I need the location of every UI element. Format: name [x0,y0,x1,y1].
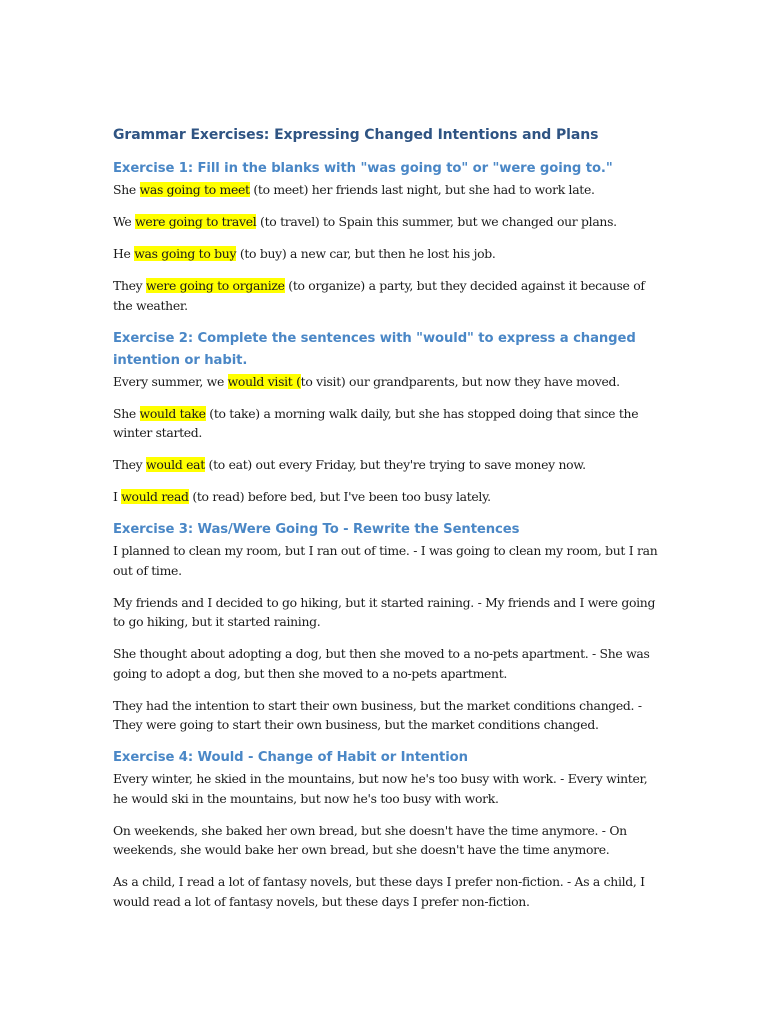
sentence-text: (to meet) her friends last night, but she had to work late. [249,182,595,197]
sentence-text: They [113,457,147,472]
exercise-3-sentence-2: My friends and I decided to go hiking, but it started raining. - My friends and I were going to go hiking, but it started raining. [113,594,656,629]
sentence-text: to visit) our grandparents, but now they have moved. [300,373,620,389]
exercise-1-sentence-4 [113,276,658,315]
highlighted-answer: would read [121,489,189,504]
exercise-3-sentence-4: They had the intention to start their own business, but the market conditions changed. - They were going to start their own business, but the market conditions changed. [113,697,642,732]
highlighted-answer: would eat [146,457,205,472]
exercise-1-sentence-3 [113,244,658,264]
exercise-4-sentence-3: As a child, I read a lot of fantasy novels, but these days I prefer non-fiction. - As a child, I would read a lot of fantasy novels, but these days I prefer non-fiction. [113,874,645,909]
exercise-2-heading: Exercise 2: Complete the sentences with "would" to express a changed intention or habit. [113,330,636,368]
exercise-1-sentence-1 [113,180,658,200]
document-title: Grammar Exercises: Expressing Changed Intentions and Plans [113,127,599,143]
sentence-text: They [113,278,147,293]
exercise-3-sentence-1: I planned to clean my room, but I ran out of time. - I was going to clean my room, but I ran out of time. [113,543,658,578]
sentence-text: He [113,246,135,261]
sentence-text: (to take) a morning walk daily, but she has stopped doing that since the winter started. [113,405,639,440]
sentence-text: She [113,182,140,197]
sentence-text: (to buy) a new car, but then he lost his job. [236,246,496,261]
sentence-text: I [113,489,122,504]
sentence-text: (to eat) out every Friday, but they're trying to save money now. [204,457,586,472]
exercise-4-sentence-2: On weekends, she baked her own bread, but she doesn't have the time anymore. - On weekends, she would bake her own bread, but she doesn't have the time anymore. [113,822,627,857]
sentence-text: (to read) before bed, but I've been too busy lately. [188,489,491,504]
exercise-4 [113,747,658,911]
highlighted-answer: were going to organize [146,278,285,293]
exercise-1-sentence-2 [113,212,658,232]
exercise-2-sentence-3 [113,455,658,475]
exercise-3 [113,519,658,735]
exercise-2-sentence-1 [113,372,658,392]
document-page [113,124,658,924]
highlighted-answer: would visit ( [227,373,301,389]
highlighted-answer: were going to travel [135,214,257,229]
sentence-text: Every summer, we [113,373,228,389]
highlighted-answer: was going to buy [134,246,237,261]
sentence-text: (to organize) a party, but they decided against it because of the weather. [113,278,645,313]
highlighted-answer: would take [139,405,206,421]
exercise-3-sentence-3: She thought about adopting a dog, but then she moved to a no-pets apartment. - She was going to adopt a dog, but then she moved to a no-pets apartment. [113,646,650,681]
highlighted-answer: was going to meet [139,182,250,197]
exercise-2-sentence-4 [113,487,658,507]
exercise-1 [113,158,658,315]
exercise-2 [113,328,658,507]
exercise-1-heading: Exercise 1: Fill in the blanks with "was going to" or "were going to." [113,161,613,176]
sentence-text: She [113,405,140,421]
exercise-3-heading: Exercise 3: Was/Were Going To - Rewrite the Sentences [113,522,520,537]
sentence-text: (to travel) to Spain this summer, but we changed our plans. [256,214,617,229]
exercise-4-heading: Exercise 4: Would - Change of Habit or Intention [113,750,468,765]
exercise-2-sentence-2 [113,404,658,443]
exercise-4-sentence-1: Every winter, he skied in the mountains, but now he's too busy with work. - Every winter, he would ski in the mountains, but now he's too busy with work. [113,771,648,806]
sentence-text: We [113,214,136,229]
